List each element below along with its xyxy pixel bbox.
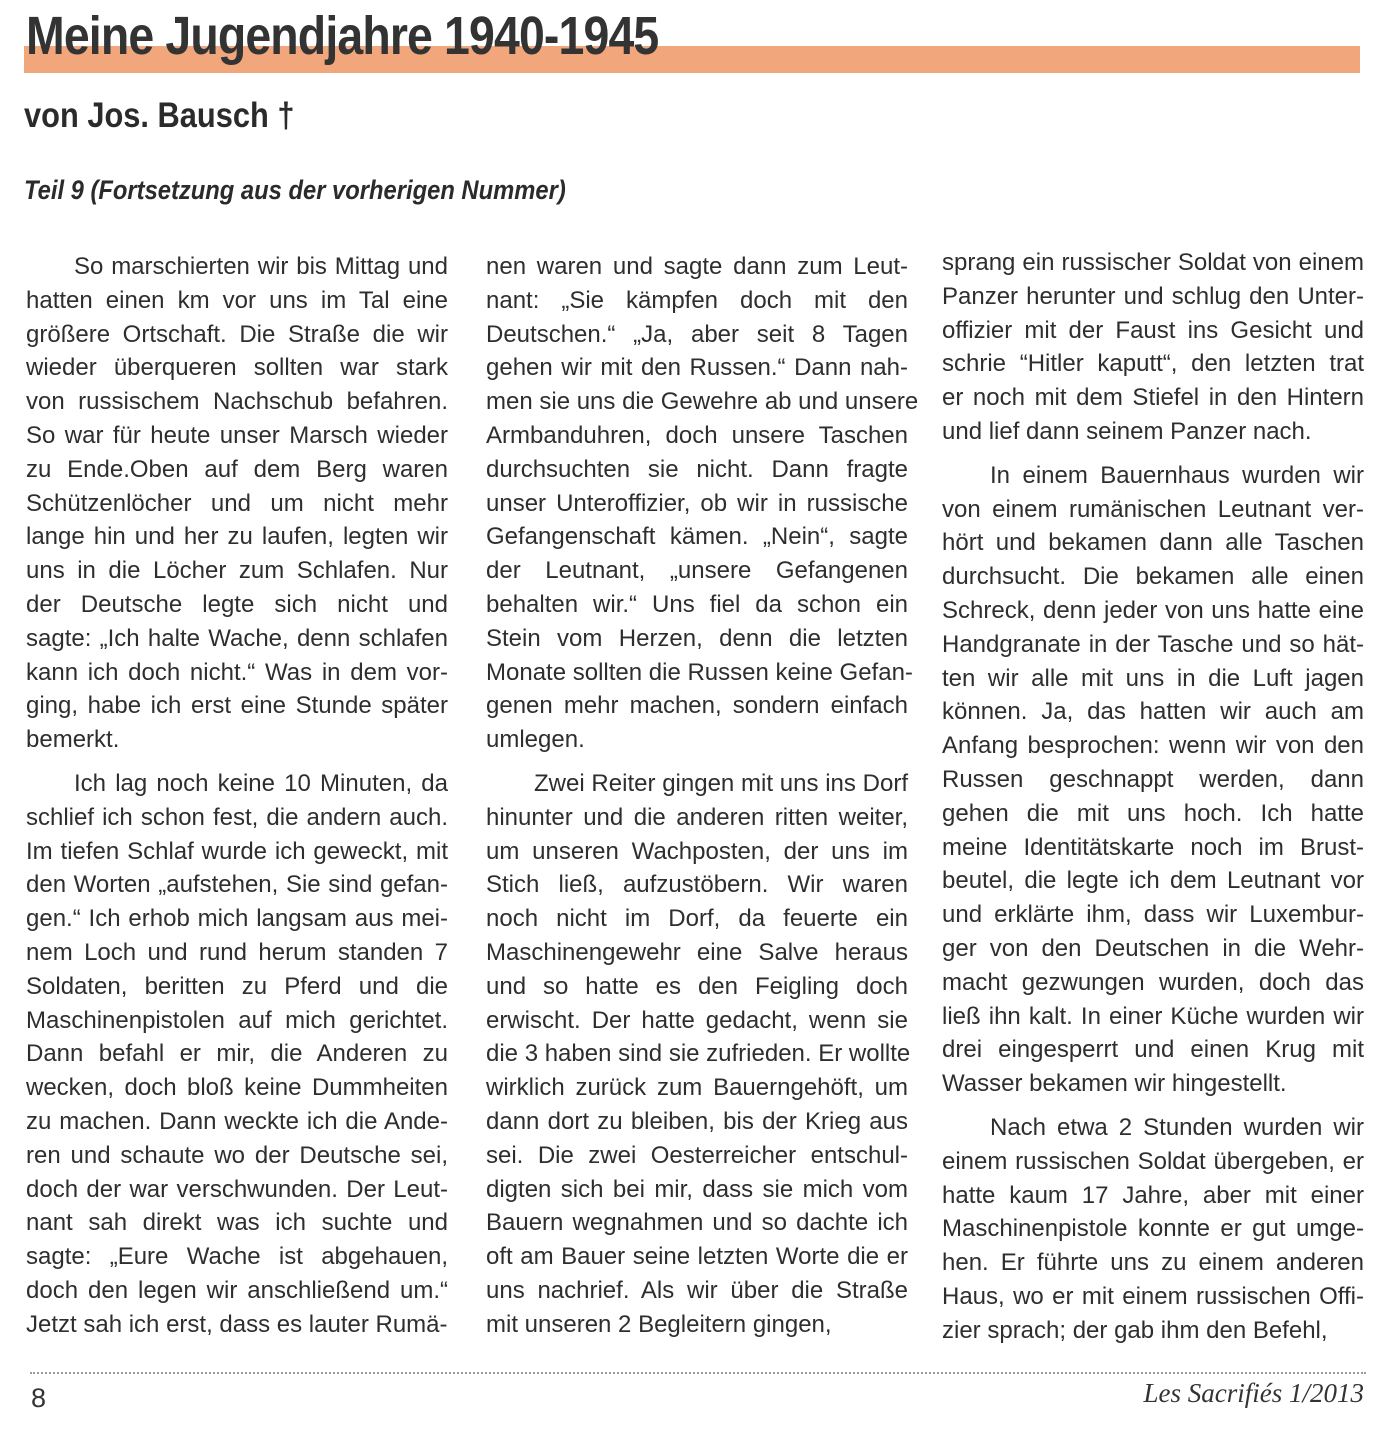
text-line: hen. Er führte uns zu einem anderen	[942, 1249, 1364, 1277]
text-line: zier sprach; der gab ihm den Befehl,	[942, 1316, 1328, 1344]
text-line: wirklich zurück zum Bauerngehöft, um	[486, 1074, 908, 1102]
page-number: 8	[31, 1383, 47, 1413]
text-line: wecken, doch bloß keine Dummheiten	[26, 1074, 448, 1102]
paragraph-gap	[942, 1101, 1364, 1111]
text-line: schlief ich schon fest, die andern auch.	[26, 803, 448, 831]
text-line: meine Identitätskarte noch im Brust-	[942, 833, 1364, 861]
text-line: ren und schaute wo der Deutsche sei,	[26, 1141, 448, 1169]
text-line: Maschinenpistole konnte er gut umge-	[942, 1215, 1364, 1243]
text-column-3	[942, 246, 1364, 1348]
text-line: genen mehr machen, sondern einfach	[486, 692, 908, 720]
text-line: Wasser bekamen wir hingestellt.	[942, 1070, 1287, 1098]
text-line: beutel, die legte ich dem Leutnant vor	[942, 867, 1364, 895]
text-line: So war für heute unser Marsch wieder	[26, 421, 448, 449]
text-line: men sie uns die Gewehre ab und unsere	[486, 388, 919, 416]
text-line: gehen wir mit den Russen.“ Dann nah-	[486, 354, 908, 382]
text-line: Deutschen.“ „Ja, aber seit 8 Tagen	[486, 320, 908, 348]
text-line: dann dort zu bleiben, bis der Krieg aus	[486, 1107, 908, 1135]
text-line: nant sah direkt was ich suchte und	[26, 1209, 448, 1237]
text-line: Zwei Reiter gingen mit uns ins Dorf	[534, 769, 908, 797]
text-line: durchsuchten sie nicht. Dann fragte	[486, 455, 908, 483]
text-line: hört und bekamen dann alle Taschen	[942, 529, 1364, 557]
text-line: Nach etwa 2 Stunden wurden wir	[990, 1113, 1364, 1141]
text-line: Jetzt sah ich erst, dass es lauter Rumä-	[26, 1310, 448, 1338]
text-line: In einem Bauernhaus wurden wir	[990, 461, 1364, 489]
text-line: drei eingesperrt und einen Krug mit	[942, 1036, 1364, 1064]
publication-name: Les Sacrifiés 1/2013	[1143, 1378, 1364, 1408]
article-subtitle: Teil 9 (Fortsetzung aus der vorherigen Nummer)	[24, 175, 566, 205]
text-line: Armbanduhren, doch unsere Taschen	[486, 421, 908, 449]
text-line: doch der war verschwunden. Der Leut-	[26, 1175, 448, 1203]
text-line: und so hatte es den Feigling doch	[486, 972, 908, 1000]
text-line: umlegen.	[486, 726, 585, 754]
text-line: Dann befahl er mir, die Anderen zu	[26, 1040, 448, 1068]
text-line: sagte: „Eure Wache ist abgehauen,	[26, 1243, 448, 1271]
text-line: Gefangenschaft kämen. „Nein“, sagte	[486, 523, 908, 551]
paragraph	[942, 1111, 1364, 1348]
text-line: doch den legen wir anschließend um.“	[26, 1276, 448, 1304]
text-line: Ich lag noch keine 10 Minuten, da	[74, 769, 448, 797]
text-line: gen.“ Ich erhob mich langsam aus mei-	[26, 905, 448, 933]
text-column-2	[486, 250, 919, 1342]
paragraph	[486, 250, 919, 757]
text-line: Stich ließ, aufzustöbern. Wir waren	[486, 871, 908, 899]
text-line: von einem rumänischen Leutnant ver-	[942, 495, 1364, 523]
text-line: bemerkt.	[26, 726, 120, 754]
text-line: zu machen. Dann weckte ich die Ande-	[26, 1107, 448, 1135]
text-line: offizier mit der Faust ins Gesicht und	[942, 316, 1364, 344]
article-author: von Jos. Bausch †	[24, 96, 295, 135]
text-line: um unseren Wachposten, der uns im	[486, 837, 908, 865]
text-line: Maschinenpistolen auf mich gerichtet.	[26, 1006, 448, 1034]
text-line: können. Ja, das hatten wir auch am	[942, 698, 1364, 726]
text-line: hatten einen km vor uns im Tal eine	[26, 286, 448, 314]
text-line: Monate sollten die Russen keine Gefan-	[486, 658, 913, 686]
text-line: die 3 haben sind sie zufrieden. Er wollte	[486, 1040, 911, 1068]
text-line: ging, habe ich erst eine Stunde später	[26, 692, 448, 720]
text-line: wieder überqueren sollten war stark	[26, 354, 448, 382]
text-line: Haus, wo er mit einem russischen Offi-	[942, 1282, 1364, 1310]
footer-dotted-rule	[30, 1372, 1366, 1374]
text-line: lange hin und her zu laufen, legten wir	[26, 523, 448, 551]
text-line: mit unseren 2 Begleitern gingen,	[486, 1310, 832, 1338]
paragraph	[26, 250, 448, 757]
text-line: sei. Die zwei Oesterreicher entschul-	[486, 1141, 908, 1169]
text-line: Bauern wegnahmen und so dachte ich	[486, 1209, 908, 1237]
text-line: ger von den Deutschen in die Wehr-	[942, 934, 1364, 962]
paragraph	[486, 767, 911, 1342]
text-line: nem Loch und rund herum standen 7	[26, 938, 448, 966]
text-line: sprang ein russischer Soldat von einem	[942, 249, 1364, 276]
text-line: einem russischen Soldat übergeben, er	[942, 1147, 1364, 1175]
text-line: oft am Bauer seine letzten Worte die er	[486, 1243, 908, 1271]
text-line: digten sich bei mir, dass sie mich vom	[486, 1175, 908, 1203]
text-line: hinunter und die anderen ritten weiter,	[486, 803, 908, 831]
text-line: nant: „Sie kämpfen doch mit den	[486, 286, 908, 314]
text-line: von russischem Nachschub befahren.	[26, 388, 448, 416]
paragraph-gap	[26, 757, 448, 767]
text-line: und lief dann seinem Panzer nach.	[942, 417, 1312, 445]
text-line: Soldaten, beritten zu Pferd und die	[26, 972, 448, 1000]
text-line: noch nicht im Dorf, da feuerte ein	[486, 905, 908, 933]
text-line: Russen geschnappt werden, dann	[942, 765, 1364, 793]
text-line: den Worten „aufstehen, Sie sind gefan-	[26, 871, 448, 899]
text-line: ließ ihn kalt. In einer Küche wurden wir	[942, 1002, 1364, 1030]
text-line: er noch mit dem Stiefel in den Hintern	[942, 384, 1364, 412]
text-line: Maschinengewehr eine Salve heraus	[486, 938, 908, 966]
text-line: unser Unteroffizier, ob wir in russische	[486, 489, 908, 517]
paragraph	[26, 767, 448, 1342]
text-line: und erklärte ihm, dass wir Luxembur-	[942, 901, 1364, 929]
text-line: Stein vom Herzen, denn die letzten	[486, 624, 908, 652]
text-line: schrie “Hitler kaputt“, den letzten trat	[942, 350, 1364, 378]
text-line: zu Ende.Oben auf dem Berg waren	[26, 455, 448, 483]
title-block	[24, 6, 1362, 76]
text-line: durchsucht. Die bekamen alle einen	[942, 563, 1364, 591]
text-line: Panzer herunter und schlug den Unter-	[942, 282, 1364, 310]
text-line: uns in die Löcher zum Schlafen. Nur	[26, 557, 448, 585]
text-line: hatte kaum 17 Jahre, aber mit einer	[942, 1181, 1364, 1209]
text-line: Schützenlöcher und um nicht mehr	[26, 489, 448, 517]
text-line: erwischt. Der hatte gedacht, wenn sie	[486, 1006, 908, 1034]
text-line: macht gezwungen wurden, doch das	[942, 968, 1364, 996]
paragraph	[942, 459, 1364, 1101]
text-column-1	[26, 250, 448, 1342]
text-line: sagte: „Ich halte Wache, denn schlafen	[26, 624, 448, 652]
text-line: Handgranate in der Tasche und so hät-	[942, 630, 1364, 658]
text-line: größere Ortschaft. Die Straße die wir	[26, 320, 448, 348]
text-line: der Leutnant, „unsere Gefangenen	[486, 557, 908, 585]
text-line: Im tiefen Schlaf wurde ich geweckt, mit	[26, 837, 448, 865]
text-line: Anfang besprochen: wenn wir von den	[942, 732, 1364, 760]
article-title: Meine Jugendjahre 1940-1945	[26, 6, 659, 66]
text-line: ten wir alle mit uns in die Luft jagen	[942, 664, 1364, 692]
text-line: Schreck, denn jeder von uns hatte eine	[942, 596, 1364, 624]
text-line: der Deutsche legte sich nicht und	[26, 590, 448, 618]
text-line: nen waren und sagte dann zum Leut-	[486, 253, 908, 280]
text-line: So marschierten wir bis Mittag und	[74, 253, 448, 280]
text-line: behalten wir.“ Uns fiel da schon ein	[486, 590, 908, 618]
text-line: kann ich doch nicht.“ Was in dem vor-	[26, 658, 448, 686]
text-line: gehen die mit uns hoch. Ich hatte	[942, 799, 1364, 827]
text-line: uns nachrief. Als wir über die Straße	[486, 1276, 908, 1304]
paragraph-gap	[942, 449, 1364, 459]
paragraph-gap	[486, 757, 908, 767]
paragraph	[942, 246, 1364, 449]
